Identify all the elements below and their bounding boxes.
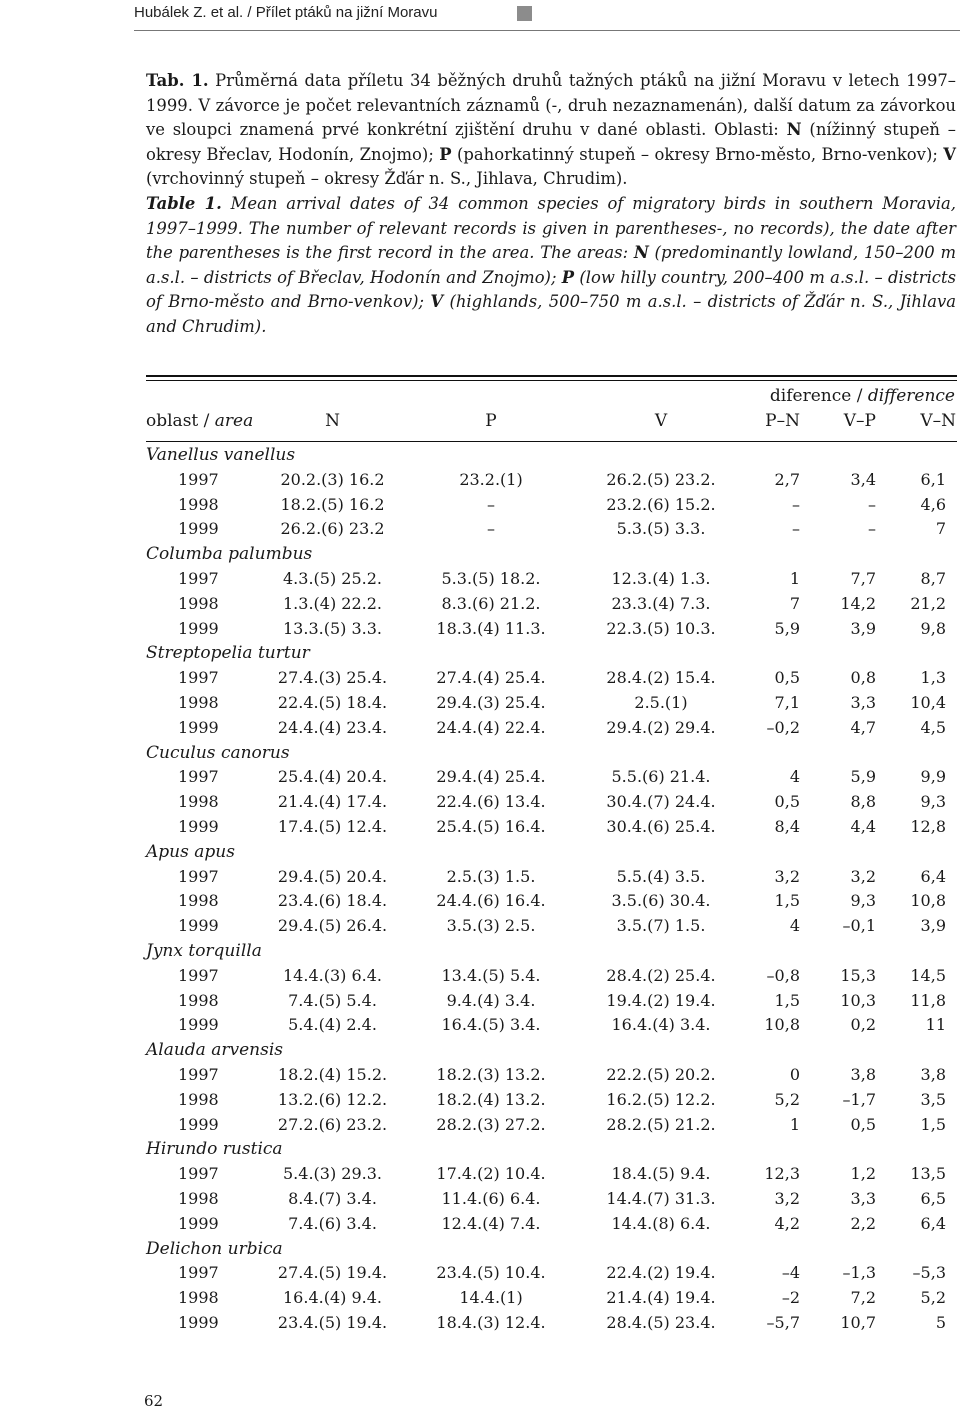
- cell-v-p: –1,3: [842, 1263, 876, 1283]
- cell-p-n: –0,8: [766, 965, 800, 985]
- cell-v-p: 10,3: [840, 990, 876, 1010]
- cell-n: 7.4.(6) 3.4.: [288, 1213, 377, 1233]
- species-name: Columba palumbus: [146, 544, 313, 565]
- cell-v: 12.3.(4) 1.3.: [611, 568, 711, 588]
- cell-year: 1998: [178, 990, 219, 1010]
- cell-p-n: 5,9: [774, 618, 800, 638]
- cell-v: 22.3.(5) 10.3.: [606, 618, 716, 638]
- caption-cz-n: N: [786, 120, 802, 140]
- cell-v: 18.4.(5) 9.4.: [611, 1164, 711, 1184]
- cell-v-n: 3,8: [920, 1064, 946, 1084]
- species-name: Cuculus canorus: [146, 742, 290, 763]
- cell-v: 30.4.(6) 25.4.: [606, 816, 716, 836]
- running-title: Hubálek Z. et al. / Přílet ptáků na jižní Moravu: [134, 4, 438, 21]
- cell-v: 30.4.(7) 24.4.: [606, 792, 716, 812]
- cell-v: 19.4.(2) 19.4.: [606, 990, 716, 1010]
- cell-p: 18.4.(3) 12.4.: [436, 1312, 546, 1332]
- cell-p-n: 3,2: [774, 866, 800, 886]
- cell-p: 23.2.(1): [459, 469, 523, 489]
- cell-n: 27.4.(3) 25.4.: [277, 668, 388, 688]
- cell-p: 13.4.(5) 5.4.: [441, 965, 541, 985]
- cell-n: 23.4.(5) 19.4.: [277, 1312, 388, 1332]
- cell-p-n: –4: [781, 1263, 800, 1283]
- cell-p-n: 8,4: [774, 816, 800, 836]
- species-name: Apus apus: [146, 841, 235, 862]
- column-header-v: V: [654, 411, 668, 431]
- cell-v-p: –0,1: [842, 916, 876, 936]
- cell-year: 1999: [178, 618, 219, 638]
- caption-cz-p: P: [439, 144, 452, 164]
- cell-p-n: 12,3: [764, 1164, 800, 1184]
- caption-en-text: (highlands, 500–750 m a.s.l. – districts of Žďár n. S., Jihlava and Chrudim).: [146, 292, 956, 336]
- cell-p-n: 10,8: [764, 1015, 800, 1035]
- cell-v: 28.2.(5) 21.2.: [606, 1114, 716, 1134]
- cell-p-n: 5,2: [774, 1089, 800, 1109]
- cell-p: 16.4.(5) 3.4.: [441, 1015, 541, 1035]
- cell-n: 27.2.(6) 23.2.: [277, 1114, 388, 1134]
- cell-v: 5.5.(6) 21.4.: [611, 767, 711, 787]
- cell-v-n: 4,5: [920, 717, 946, 737]
- caption-cz-text: (nížinný stupeň – okresy Břeclav, Hodonín, Znojmo);: [146, 120, 956, 164]
- species-name: Streptopelia turtur: [146, 643, 310, 664]
- cell-p-n: 1,5: [774, 990, 800, 1010]
- cell-p: 2.5.(3) 1.5.: [446, 866, 536, 886]
- cell-n: 25.4.(4) 20.4.: [277, 767, 388, 787]
- cell-p-n: –: [792, 494, 800, 514]
- table-row: [146, 617, 960, 642]
- cell-n: 17.4.(5) 12.4.: [277, 816, 388, 836]
- cell-p-n: 2,7: [774, 469, 800, 489]
- cell-year: 1997: [178, 767, 219, 787]
- area-column-header: [146, 411, 253, 431]
- arrival-table-body: [146, 443, 960, 1336]
- cell-p: 18.2.(3) 13.2.: [436, 1064, 546, 1084]
- cell-year: 1998: [178, 692, 219, 712]
- cell-v-p: –: [868, 519, 876, 539]
- column-header-v-p: V–P: [843, 411, 876, 431]
- cell-v-p: 3,4: [850, 469, 876, 489]
- table-row: [146, 493, 960, 518]
- cell-v: 3.5.(7) 1.5.: [616, 916, 706, 936]
- cell-year: 1998: [178, 891, 219, 911]
- cell-v: 29.4.(2) 29.4.: [606, 717, 716, 737]
- cell-v-n: –5,3: [912, 1263, 946, 1283]
- cell-v-n: 14,5: [910, 965, 946, 985]
- cell-year: 1997: [178, 965, 219, 985]
- caption-cz-text: Průměrná data příletu 34 běžných druhů tažných ptáků na jižní Moravu v letech 1997–1999. V závorce je počet relevantních záznamů (-, druh nezaznamenán), další datum za závorkou ve sloupci znamená prvé konkrétní zjištění druhu v dané oblasti. Oblasti:: [146, 71, 956, 140]
- cell-p-n: 3,2: [774, 1188, 800, 1208]
- cell-p: 17.4.(2) 10.4.: [436, 1164, 546, 1184]
- cell-year: 1997: [178, 1064, 219, 1084]
- cell-p-n: 0,5: [774, 668, 800, 688]
- cell-v-p: 3,2: [850, 866, 876, 886]
- table-row: [146, 1286, 960, 1311]
- cell-p-n: –2: [781, 1288, 800, 1308]
- table-row: [146, 1063, 960, 1088]
- cell-n: 7.4.(5) 5.4.: [288, 990, 377, 1010]
- table-row: [146, 1013, 960, 1038]
- cell-n: 8.4.(7) 3.4.: [288, 1188, 377, 1208]
- cell-v-n: 13,5: [910, 1164, 946, 1184]
- header-rule: [134, 30, 960, 31]
- cell-v: 21.4.(4) 19.4.: [606, 1288, 716, 1308]
- cell-year: 1997: [178, 1263, 219, 1283]
- cell-v-n: 3,9: [920, 916, 946, 936]
- cell-n: 5.4.(3) 29.3.: [283, 1164, 382, 1184]
- cell-p: 18.2.(4) 13.2.: [436, 1089, 546, 1109]
- cell-v-p: 0,5: [850, 1114, 876, 1134]
- cell-year: 1998: [178, 593, 219, 613]
- cell-n: 20.2.(3) 16.2: [280, 469, 385, 489]
- cell-p: 28.2.(3) 27.2.: [436, 1114, 546, 1134]
- cell-v-p: 8,8: [850, 792, 876, 812]
- cell-v-n: 21,2: [910, 593, 946, 613]
- column-header-v-n: V–N: [920, 411, 956, 431]
- cell-year: 1998: [178, 1288, 219, 1308]
- cell-p: 24.4.(6) 16.4.: [436, 891, 546, 911]
- cell-year: 1997: [178, 1164, 219, 1184]
- table-top-rule: [146, 375, 957, 377]
- cell-n: 13.3.(5) 3.3.: [283, 618, 382, 638]
- cell-p: 8.3.(6) 21.2.: [441, 593, 541, 613]
- cell-year: 1998: [178, 1188, 219, 1208]
- cell-p: 9.4.(4) 3.4.: [446, 990, 536, 1010]
- cell-p-n: 1: [789, 1114, 800, 1134]
- species-name: Jynx torquilla: [146, 940, 262, 961]
- cell-v-n: 6,1: [920, 469, 946, 489]
- column-header-p-n: P–N: [765, 411, 800, 431]
- cell-v-n: 11,8: [910, 990, 946, 1010]
- cell-v-n: 9,3: [920, 792, 946, 812]
- table-row: [146, 865, 960, 890]
- table-row: [146, 716, 960, 741]
- cell-v: 26.2.(5) 23.2.: [606, 469, 716, 489]
- cell-p: 3.5.(3) 2.5.: [446, 916, 536, 936]
- cell-v-n: 10,8: [910, 891, 946, 911]
- cell-n: 5.4.(4) 2.4.: [288, 1015, 377, 1035]
- cell-year: 1998: [178, 1089, 219, 1109]
- cell-p: 24.4.(4) 22.4.: [436, 717, 546, 737]
- cell-year: 1999: [178, 519, 219, 539]
- cell-v-p: 4,4: [850, 816, 876, 836]
- cell-year: 1999: [178, 717, 219, 737]
- cell-v-p: 9,3: [850, 891, 876, 911]
- cell-v-n: 12,8: [910, 816, 946, 836]
- cell-year: 1999: [178, 1015, 219, 1035]
- cell-n: 29.4.(5) 26.4.: [277, 916, 388, 936]
- cell-p: –: [487, 494, 495, 514]
- cell-v: 5.5.(4) 3.5.: [616, 866, 706, 886]
- cell-v-n: 1,3: [920, 668, 946, 688]
- species-name: Vanellus vanellus: [146, 445, 296, 465]
- cell-v: 14.4.(7) 31.3.: [606, 1188, 716, 1208]
- caption-cz-text: (pahorkatinný stupeň – okresy Brno-město, Brno-venkov);: [451, 144, 944, 164]
- cell-n: 22.4.(5) 18.4.: [277, 692, 388, 712]
- cell-p: 29.4.(4) 25.4.: [436, 767, 546, 787]
- cell-v-p: 3,3: [850, 692, 876, 712]
- table-row: [146, 815, 960, 840]
- cell-v: 3.5.(6) 30.4.: [611, 891, 711, 911]
- cell-year: 1998: [178, 494, 219, 514]
- cell-p-n: 0: [789, 1064, 800, 1084]
- cell-v-p: 15,3: [840, 965, 876, 985]
- difference-label-cz: diference /: [769, 386, 868, 406]
- caption-en: [146, 194, 956, 336]
- cell-p: 22.4.(6) 13.4.: [436, 792, 546, 812]
- caption-en-v: V: [430, 292, 444, 312]
- table-row: [146, 1088, 960, 1113]
- cell-n: 27.4.(5) 19.4.: [277, 1263, 388, 1283]
- cell-p-n: –5,7: [766, 1312, 800, 1332]
- cell-p-n: 4: [789, 916, 800, 936]
- cell-v-p: 3,3: [850, 1188, 876, 1208]
- cell-year: 1998: [178, 792, 219, 812]
- table-row: [146, 517, 960, 542]
- cell-p-n: 1,5: [774, 891, 800, 911]
- cell-v-p: 2,2: [850, 1213, 876, 1233]
- table-row: [146, 765, 960, 790]
- cell-n: 14.4.(3) 6.4.: [283, 965, 382, 985]
- cell-n: 1.3.(4) 22.2.: [283, 593, 382, 613]
- cell-v: 28.4.(2) 15.4.: [606, 668, 716, 688]
- table-row: [146, 567, 960, 592]
- caption-en-label: Table 1.: [146, 193, 222, 213]
- cell-n: 29.4.(5) 20.4.: [277, 866, 388, 886]
- caption-cz-label: Tab. 1.: [146, 71, 209, 90]
- cell-v-n: 10,4: [910, 692, 946, 712]
- cell-v: 14.4.(8) 6.4.: [611, 1213, 711, 1233]
- cell-v-n: 3,5: [920, 1089, 946, 1109]
- cell-p: –: [487, 519, 495, 539]
- area-label-cz: oblast /: [146, 411, 215, 431]
- caption-en-text: (low hilly country, 200–400 m a.s.l. – districts of Brno-město and Brno-venkov);: [146, 267, 956, 312]
- cell-n: 4.3.(5) 25.2.: [283, 568, 382, 588]
- cell-v-p: 0,2: [850, 1015, 876, 1035]
- cell-year: 1999: [178, 1114, 219, 1134]
- table-row: [146, 964, 960, 989]
- table-row: [146, 691, 960, 716]
- caption-en-n: N: [633, 243, 649, 263]
- cell-v: 2.5.(1): [634, 692, 688, 712]
- table-header-rule: [146, 441, 957, 442]
- caption-cz: [146, 71, 956, 188]
- cell-v-n: 7: [935, 519, 946, 539]
- table-caption: [146, 69, 956, 340]
- cell-v-p: 3,9: [850, 618, 876, 638]
- cell-year: 1997: [178, 568, 219, 588]
- species-name: Alauda arvensis: [146, 1040, 283, 1061]
- cell-p: 29.4.(3) 25.4.: [436, 692, 546, 712]
- cell-p: 25.4.(5) 16.4.: [436, 816, 546, 836]
- cell-p-n: 7: [789, 593, 800, 613]
- cell-v-p: 14,2: [840, 593, 876, 613]
- cell-v-p: 0,8: [850, 668, 876, 688]
- cell-v-n: 6,4: [920, 1213, 946, 1233]
- cell-v: 16.2.(5) 12.2.: [606, 1089, 716, 1109]
- table-row: [146, 790, 960, 815]
- cell-p-n: 4,2: [774, 1213, 800, 1233]
- cell-v: 23.3.(4) 7.3.: [611, 593, 711, 613]
- cell-v: 22.2.(5) 20.2.: [606, 1064, 716, 1084]
- area-label-en: area: [214, 411, 254, 431]
- cell-year: 1997: [178, 866, 219, 886]
- cell-n: 18.2.(5) 16.2: [280, 494, 385, 514]
- cell-p-n: 0,5: [774, 792, 800, 812]
- cell-v-p: –1,7: [842, 1089, 876, 1109]
- cell-p-n: –0,2: [766, 717, 800, 737]
- cell-v: 28.4.(5) 23.4.: [606, 1312, 716, 1332]
- caption-en-text: (predominantly lowland, 150–200 m a.s.l. – districts of Břeclav, Hodonín and Znojmo);: [146, 243, 956, 287]
- table-row: [146, 468, 960, 493]
- cell-v-n: 9,9: [920, 767, 946, 787]
- table-row: [146, 1162, 960, 1187]
- cell-n: 23.4.(6) 18.4.: [277, 891, 388, 911]
- cell-v-n: 1,5: [920, 1114, 946, 1134]
- cell-p: 5.3.(5) 18.2.: [441, 568, 541, 588]
- cell-v-n: 6,4: [920, 866, 946, 886]
- cell-v: 16.4.(4) 3.4.: [611, 1015, 711, 1035]
- cell-v-n: 6,5: [920, 1188, 946, 1208]
- page-number: 62: [144, 1392, 164, 1410]
- cell-v: 28.4.(2) 25.4.: [606, 965, 716, 985]
- table-row: [146, 1311, 960, 1336]
- cell-p: 14.4.(1): [459, 1288, 523, 1308]
- table-row: [146, 989, 960, 1014]
- table-row: [146, 1261, 960, 1286]
- cell-n: 26.2.(6) 23.2: [280, 519, 385, 539]
- table-row: [146, 1113, 960, 1138]
- table-row: [146, 1187, 960, 1212]
- table-row: [146, 914, 960, 939]
- caption-en-text: Mean arrival dates of 34 common species of migratory birds in southern Moravia, 1997–1999. The number of relevant records is given in parentheses-, no records), the date after the parentheses is the first record in the area. The areas:: [146, 193, 956, 263]
- table-row: [146, 1212, 960, 1237]
- cell-v-p: 3,8: [850, 1064, 876, 1084]
- cell-v-p: –: [868, 494, 876, 514]
- cell-p-n: 1: [789, 568, 800, 588]
- cell-v-n: 5: [935, 1312, 946, 1332]
- cell-v-n: 9,8: [920, 618, 946, 638]
- caption-en-p: P: [561, 267, 575, 287]
- cell-p: 11.4.(6) 6.4.: [441, 1188, 541, 1208]
- table-row: [146, 889, 960, 914]
- cell-v-n: 11: [925, 1015, 946, 1035]
- caption-cz-text: (vrchovinný stupeň – okresy Žďár n. S., Jihlava, Chrudim).: [146, 169, 628, 189]
- cell-year: 1997: [178, 469, 219, 489]
- cell-year: 1999: [178, 916, 219, 936]
- cell-n: 24.4.(4) 23.4.: [277, 717, 388, 737]
- difference-group-header: [740, 386, 955, 406]
- cell-p: 12.4.(4) 7.4.: [441, 1213, 541, 1233]
- cell-p-n: 7,1: [774, 692, 800, 712]
- cell-v: 22.4.(2) 19.4.: [606, 1263, 716, 1283]
- cell-p-n: –: [792, 519, 800, 539]
- cell-n: 16.4.(4) 9.4.: [283, 1288, 382, 1308]
- species-name: Hirundo rustica: [146, 1139, 283, 1160]
- cell-n: 21.4.(4) 17.4.: [277, 792, 388, 812]
- column-header-p: P: [485, 411, 497, 431]
- difference-label-en: difference: [867, 386, 955, 406]
- cell-year: 1999: [178, 1213, 219, 1233]
- cell-v-p: 10,7: [840, 1312, 876, 1332]
- cell-p-n: 4: [789, 767, 800, 787]
- cell-year: 1999: [178, 1312, 219, 1332]
- cell-v-p: 5,9: [850, 767, 876, 787]
- cell-year: 1999: [178, 816, 219, 836]
- table-row: [146, 666, 960, 691]
- table-row: [146, 592, 960, 617]
- cell-v-n: 8,7: [920, 568, 946, 588]
- cell-v-p: 1,2: [850, 1164, 876, 1184]
- cell-v-n: 4,6: [920, 494, 946, 514]
- species-name: Delichon urbica: [146, 1238, 283, 1259]
- header-square-marker: [517, 6, 532, 21]
- column-header-n: N: [325, 411, 340, 431]
- cell-v: 5.3.(5) 3.3.: [616, 519, 706, 539]
- table-top-rule-thin: [146, 380, 957, 381]
- cell-v-n: 5,2: [920, 1288, 946, 1308]
- cell-v-p: 4,7: [850, 717, 876, 737]
- cell-p: 27.4.(4) 25.4.: [436, 668, 546, 688]
- cell-v-p: 7,7: [850, 568, 876, 588]
- caption-cz-v: V: [943, 144, 956, 164]
- cell-n: 13.2.(6) 12.2.: [277, 1089, 388, 1109]
- cell-n: 18.2.(4) 15.2.: [277, 1064, 388, 1084]
- cell-year: 1997: [178, 668, 219, 688]
- cell-p: 23.4.(5) 10.4.: [436, 1263, 546, 1283]
- cell-v-p: 7,2: [850, 1288, 876, 1308]
- cell-p: 18.3.(4) 11.3.: [436, 618, 546, 638]
- cell-v: 23.2.(6) 15.2.: [606, 494, 716, 514]
